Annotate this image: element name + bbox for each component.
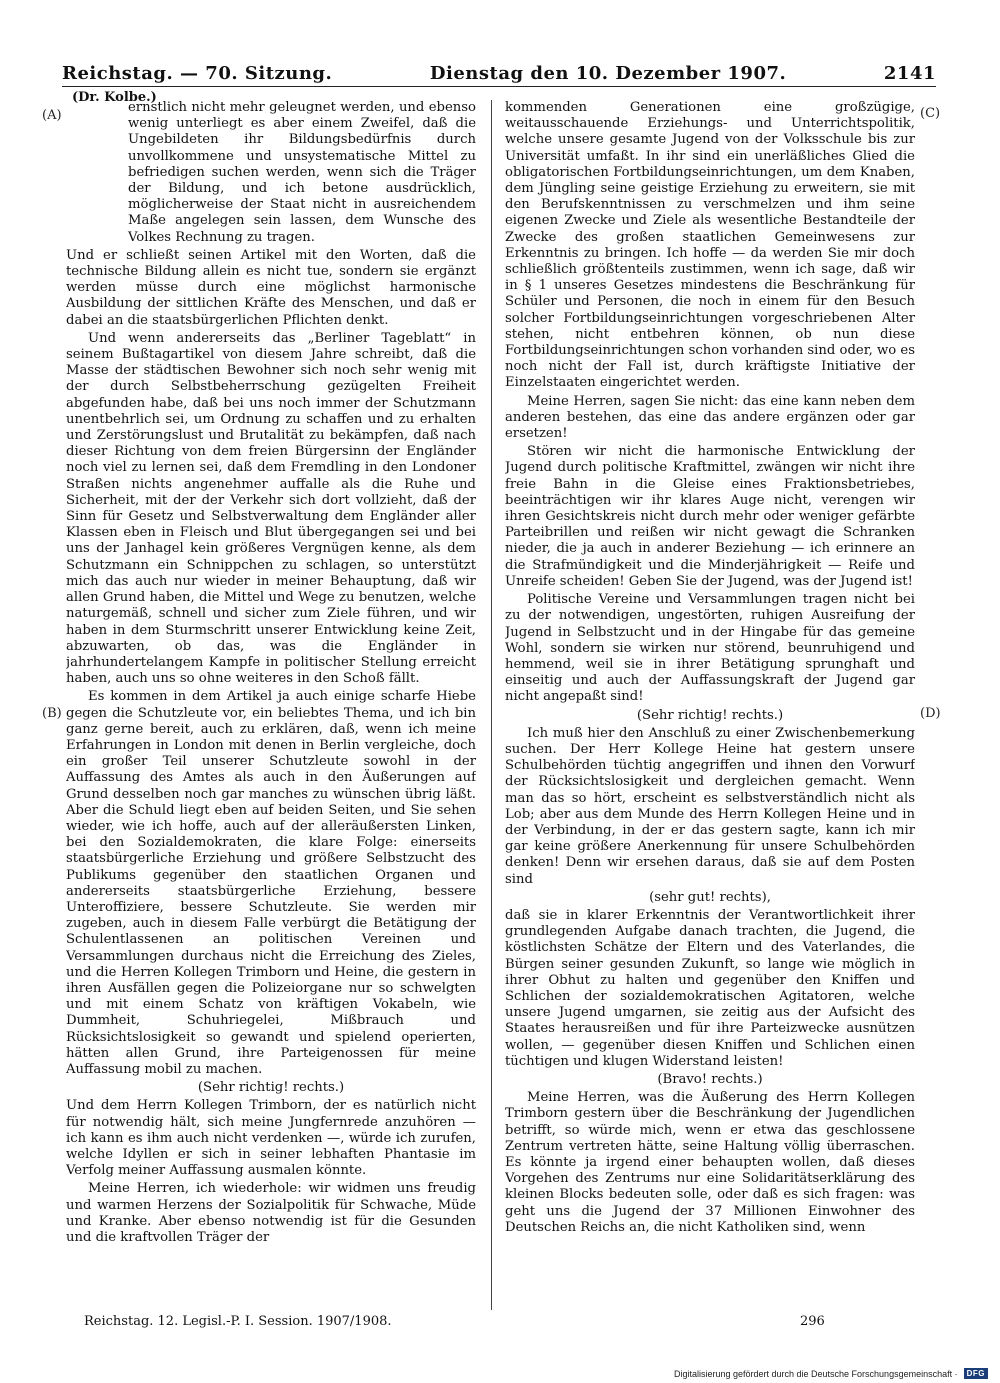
margin-mark-c: (C) (920, 106, 941, 121)
right-column (505, 100, 915, 1310)
paragraph: Politische Vereine und Versammlungen tragen nicht bei zu der notwendigen, ungestörten, ruhigen Ausreifung der Jugend in Selbstzucht und in der Hingabe für das gemeine Wohl, sondern sie wirken nur störend, beunruhigend und hemmend, weil sie in ihrer Betätigung sprunghaft und einseitig und auch der Auffassungskraft der Jugend gar nicht angepaßt sind! (505, 592, 915, 705)
paragraph: Meine Herren, sagen Sie nicht: das eine kann neben dem anderen bestehen, das eine das andere ergänzen oder gar ersetzen! (505, 393, 915, 442)
left-column (66, 100, 476, 1310)
paragraph: daß sie in klarer Erkenntnis der Verantwortlichkeit ihrer grundlegenden Aufgabe danach trachten, die Jugend, die köstlichsten Schätze der Eltern und des Vaterlandes, die Bürgen seiner gesunden Zukunft, so lange wie möglich in ihrer Obhut zu halten und gegenüber den Kniffen und Schlichen der sozialdemokratischen Agitatoren, welche unsere Jugend umgarnen, sie zeitig aus der Aufsicht des Staates herausreißen und für ihre Parteizwecke ausnützen wollen, — gegenüber diesen Kniffen und Schlichen einen tüchtigen und klugen Widerstand leisten! (505, 907, 915, 1069)
paragraph: Und dem Herrn Kollegen Trimborn, der es natürlich nicht für notwendig hält, sich meine Jungfernrede anzuhören — ich kann es ihm auch nicht verdenken —, würde ich zurufen, welche Idyllen er sich in seiner lebhaften Phantasie im Verfolg meiner Auffassung ausmalen könnte. (66, 1098, 476, 1179)
column-divider (491, 100, 492, 1310)
paragraph: Es kommen in dem Artikel ja auch einige scharfe Hiebe gegen die Schutzleute vor, ein beliebtes Thema, und ich bin ganz gerne bereit, auch zu erklären, daß, wenn ich meine Erfahrungen in London mit denen in Berlin vergleiche, doch ein großer Teil unserer Schutzleute sowohl in der Auffassung des Amtes als auch in den Äußerungen auf Grund desselben noch gar manches zu wünschen übrig läßt. Aber die Schuld liegt eben auf beiden Seiten, und Sie sehen wieder, wie ich hoffe, auch auf der alleräußersten Linken, bei den Sozialdemokraten, die klare Folge: einerseits staatsbürgerliche Erziehung und größere Selbstzucht des Publikums gegenüber den staatlichen Organen und andererseits staatsbürgerliche Erziehung, bessere Unteroffiziere, bessere Schutzleute. Sie werden mir zugeben, auch in diesem Falle verbürgt die Betätigung der Schulentlassenen an politischen Vereinen und Versammlungen durchaus nicht die Erreichung des Zieles, und die Herren Kollegen Trimborn und Heine, die gestern in ihren Ausfällen gegen die Polizeiorgane nur so schwelgten und mit einem Schatz von kräftigen Vokabeln, wie Dummheit, Schuhriegelei, Mißbrauch und Rücksichtslosigkeit so gewandt und spielend operierten, hätten allen Grund, ihre Parteigenossen für meine Auffassung mobil zu machen. (66, 689, 476, 1077)
page-number: 2141 (883, 63, 936, 84)
margin-mark-d: (D) (920, 706, 941, 721)
header-date: Dienstag den 10. Dezember 1907. (429, 63, 787, 84)
interjection: (Sehr richtig! rechts.) (197, 1080, 345, 1096)
credit-text: Digitalisierung gefördert durch die Deutsche Forschungsgemeinschaft · (673, 1368, 958, 1379)
margin-mark-b: (B) (42, 706, 62, 721)
paragraph: ernstlich nicht mehr geleugnet werden, und ebenso wenig unterliegt es aber einem Zweifel, daß die Ungebildeten ihr Bildungsbedürfnis durch unvollkommene und unsystematische Mittel zu befriedigen suchen werden, wenn sich die Träger der Bildung, und ich betone ausdrücklich, möglicherweise der Staat nicht in ausreichendem Maße angelegen sein lassen, dem Wunsche des Volkes Rechnung zu tragen. (128, 100, 476, 245)
paragraph: Meine Herren, ich wiederhole: wir widmen uns freudig und warmen Herzens der Sozialpolitik für Schwache, Müde und Kranke. Aber ebenso notwendig ist für die Gesunden und die kraftvollen Träger der (66, 1181, 476, 1246)
footer-sheet-number: 296 (800, 1314, 825, 1329)
interjection: (Bravo! rechts.) (657, 1071, 763, 1087)
paragraph: Und er schließt seinen Artikel mit den Worten, daß die technische Bildung allein es nicht tue, sondern sie ergänzt werden müsse durch eine möglichst harmonische Ausbildung der sittlichen Kräfte des Menschen, und daß er dabei an die staatsbürgerlichen Pflichten denkt. (66, 247, 476, 328)
paragraph: Ich muß hier den Anschluß zu einer Zwischenbemerkung suchen. Der Herr Kollege Heine hat gestern unsere Schulbehörden tüchtig angegriffen und ihnen den Vorwurf der Rücksichtslosigkeit und dergleichen gemacht. Wenn man das so hört, erscheint es selbstverständlich nicht als Lob; aber aus dem Munde des Herrn Kollegen Heine und in der Verbindung, in der er das gestern sagte, kann ich mir gar keine größere Anerkennung für unsere Schulbehörden denken! Denn wir ersehen daraus, daß sie auf dem Posten sind (505, 725, 915, 887)
dfg-logo-icon: DFG (964, 1368, 988, 1379)
interjection: (Sehr richtig! rechts.) (636, 707, 784, 723)
margin-mark-a: (A) (42, 108, 62, 123)
header-rule (62, 86, 936, 87)
footer-session: Reichstag. 12. Legisl.-P. I. Session. 1907/1908. (84, 1314, 392, 1329)
paragraph: Stören wir nicht die harmonische Entwicklung der Jugend durch politische Kraftmittel, zwängen wir nicht ihre freie Bahn in die Gleise eines Fraktionsbetriebes, beeinträchtigen wir ihr klares Auge nicht, verengen wir ihren Gesichtskreis nicht durch mehr oder weniger gefärbte Parteibrillen und reißen wir nicht gewagt die Schranken nieder, die ja auch in anderer Beziehung — ich erinnere an die Strafmündigkeit und die Minderjährigkeit — Reife und Unreife scheiden! Geben Sie der Jugend, was der Jugend ist! (505, 444, 915, 589)
paragraph: Meine Herren, was die Äußerung des Herrn Kollegen Trimborn gestern über die Beschränkung der Jugendlichen betrifft, so würde mich, wenn er etwa das geschlossene Zentrum vertreten hätte, seine Haltung völlig überraschen. Es könnte ja irgend einer behaupten wollen, daß dieses Vorgehen des Zentrums nur eine Solidaritätserklärung des kleinen Blocks bedeuten solle, oder daß es sich fragen: was geht uns die Jugend der 37 Millionen Einwohner des Deutschen Reichs an, die nicht Katholiken sind, wenn (505, 1090, 915, 1235)
interjection: (sehr gut! rechts), (649, 889, 771, 905)
header-left: Reichstag. — 70. Sitzung. (62, 63, 333, 84)
paragraph: kommenden Generationen eine großzügige, weitausschauende Erziehungs- und Unterrichtspolitik, welche unsere gesamte Jugend von der Volksschule bis zur Universität umfaßt. In ihr sind ein unerläßliches Glied die obligatorischen Fortbildungseinrichtungen, um dem Knaben, dem Jüngling seine geistige Erziehung zu erweitern, sie mit den Berufskenntnissen zu verschmelzen und ihm seine eigenen Zwecke und Ziele als wesentliche Bestandteile der Zwecke des großen staatlichen Gemeinwesens zur Erkenntnis zu bringen. Ich hoffe — da werden Sie mir doch schließlich größtenteils zustimmen, wenn ich sage, daß wir in § 1 unseres Gesetzes mindestens die Beschränkung für Schüler und Personen, die noch in einem für den Besuch solcher Fortbildungseinrichtungen vorgeschriebenen Alter stehen, nicht entbehren können, ob nun diese Fortbildungseinrichtungen schon vorhanden sind oder, wo es noch nicht der Fall ist, durch kräftigste Initiative der Einzelstaaten eingerichtet werden. (505, 100, 915, 391)
digitization-credit (674, 1368, 988, 1379)
paragraph: Und wenn andererseits das „Berliner Tageblatt“ in seinem Bußtagartikel von diesem Jahre schreibt, daß die Masse der städtischen Bewohner sich noch sehr wenig mit der durch Selbstbeherrschung gezügelten Freiheit abgefunden habe, daß bei uns noch immer der Schutzmann unentbehrlich sei, um Ordnung zu schaffen und zu erhalten und Zerstörungslust und Brutalität zu bekämpfen, daß nach dieser Richtung von dem freien Bürgersinn der Engländer noch viel zu lernen sei, daß dem Fremdling in den Londoner Straßen nichts angenehmer auffalle als die Ruhe und Sicherheit, mit der der Verkehr sich dort vollzieht, daß der Sinn für Gesetz und Selbstverwaltung dem Engländer aller Klassen eben in Fleisch und Blut übergegangen sei und bei uns der Janhagel kein größeres Vergnügen kenne, als dem Schutzmann ein Schnippchen zu schlagen, so unterstützt mich das auch nur wieder in meiner Behauptung, daß wir allen Grund haben, die Mittel und Wege zu benutzen, welche naturgemäß, schnell und sicher zum Ziele führen, und wir haben in dem Sturmschritt unserer Entwicklung keine Zeit, abzuwarten, ob das, was die Engländer in jahrhundertelangem Kampfe in politischer Stellung erreicht haben, auch uns so ohne weiteres in den Schoß fällt. (66, 330, 476, 687)
speaker-label: (Dr. Kolbe.) (72, 90, 157, 105)
page-header (62, 54, 936, 84)
